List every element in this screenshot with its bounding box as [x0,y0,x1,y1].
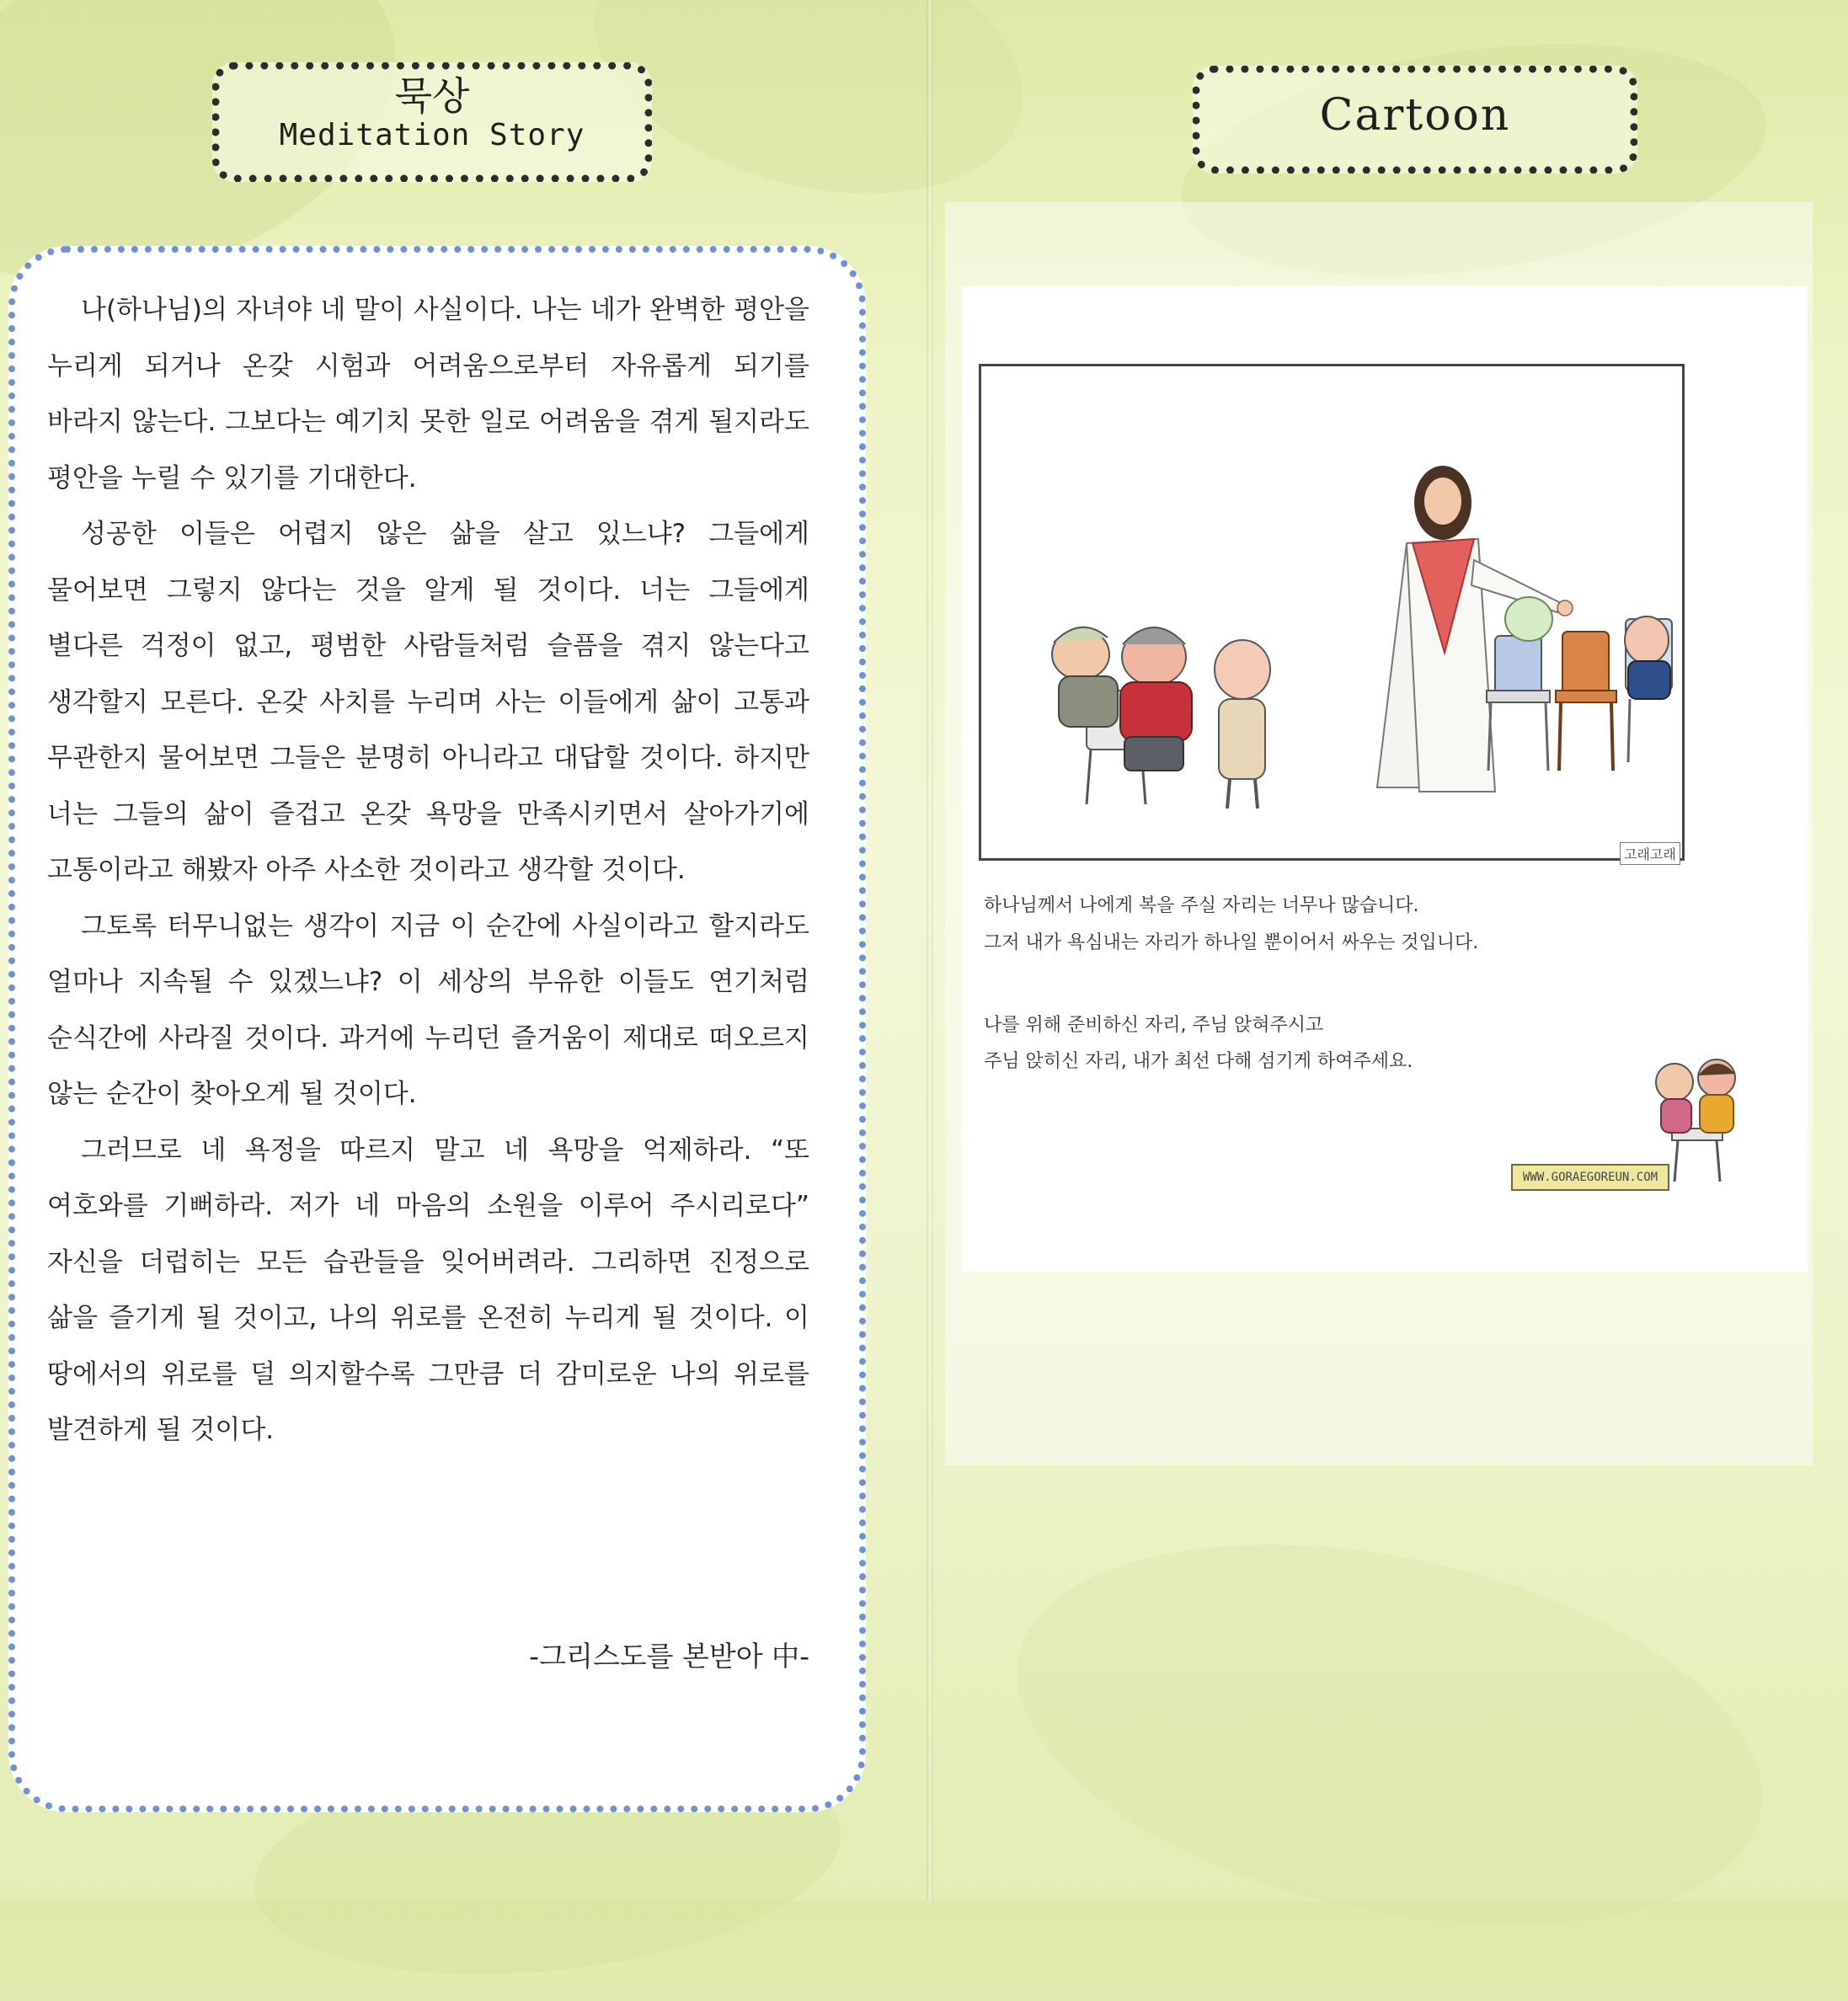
cartoon-illustration [981,366,1682,858]
website-tag: WWW.GORAEGOREUN.COM [1511,1164,1669,1191]
cartoon-heading [1193,66,1637,173]
background-leaf [982,1483,1797,1987]
page-fold [927,0,933,1901]
story-source: -그리스도를 본받아 中- [529,1640,809,1673]
mini-cartoon-illustration [1642,1049,1752,1183]
meditation-title: 묵상 [394,73,470,119]
meditation-heading [212,62,652,182]
prayer-line-2: 주님 앉히신 자리, 내가 최선 다해 섬기게 하여주세요. [984,1051,1413,1072]
story-paragraph-1: 나(하나님)의 자녀야 네 말이 사실이다. 나는 네가 완벽한 평안을 누리게 되거나 온갖 시험과 어려움으로부터 자유롭게 되기를 바라지 않는다. 그보다는 예기치 못한 일로 어려움을 겪게 될지라도 평안을 누릴 수 있기를 기대한다. [47,295,809,494]
artist-signature: 고래고래 [1620,842,1680,865]
story-paragraph-2: 성공한 이들은 어렵지 않은 삶을 살고 있느냐? 그들에게 물어보면 그렇지 않다는 것을 알게 될 것이다. 너는 그들에게 별다른 걱정이 없고, 평범한 사람들처럼 슬픔을 겪지 않는다고 생각할지 모른다. 온갖 사치를 누리며 사는 이들에게 삶이 고통과 무관한지 물어보면 그들은 분명히 아니라고 대답할 것이다. 하지만 너는 그들의 삶이 즐겁고 온갖 욕망을 만족시키면서 살아가기에 고통이라고 해봤자 아주 사소한 것이라고 생각할 것이다. [47,519,809,885]
prayer-line-1: 나를 위해 준비하신 자리, 주님 앉혀주시고 [984,1015,1324,1036]
story-paragraph-3: 그토록 터무니없는 생각이 지금 이 순간에 사실이라고 할지라도 얼마나 지속될 수 있겠느냐? 이 세상의 부유한 이들도 연기처럼 순식간에 사라질 것이다. 과거에 누리던 즐거움이 제대로 떠오르지 않는 순간이 찾아오게 될 것이다. [47,910,809,1109]
empty-chairs [1487,597,1672,771]
cartoon-caption-line-1: 하나님께서 나에게 복을 주실 자리는 너무나 많습니다. [984,895,1419,916]
cartoon-panel [979,364,1685,861]
story-text [47,282,809,1459]
people-quarreling [1052,627,1270,808]
meditation-subtitle: Meditation Story [279,117,585,152]
story-paragraph-4: 그러므로 네 욕정을 따르지 말고 네 욕망을 억제하라. “또 여호와를 기뻐하라. 저가 네 마음의 소원을 이루어 주시리로다” 자신을 더럽히는 모든 습관들을 잊어버려라. 그리하면 진정으로 삶을 즐기게 될 것이고, 나의 위로를 온전히 누리게 될 것이다. 이 땅에서의 위로를 덜 의지할수록 그만큼 더 감미로운 나의 위로를 발견하게 될 것이다. [47,1134,809,1445]
cartoon-title: Cartoon [1319,90,1511,141]
cartoon-caption-line-2: 그저 내가 욕심내는 자리가 하나일 뿐이어서 싸우는 것입니다. [984,932,1479,953]
